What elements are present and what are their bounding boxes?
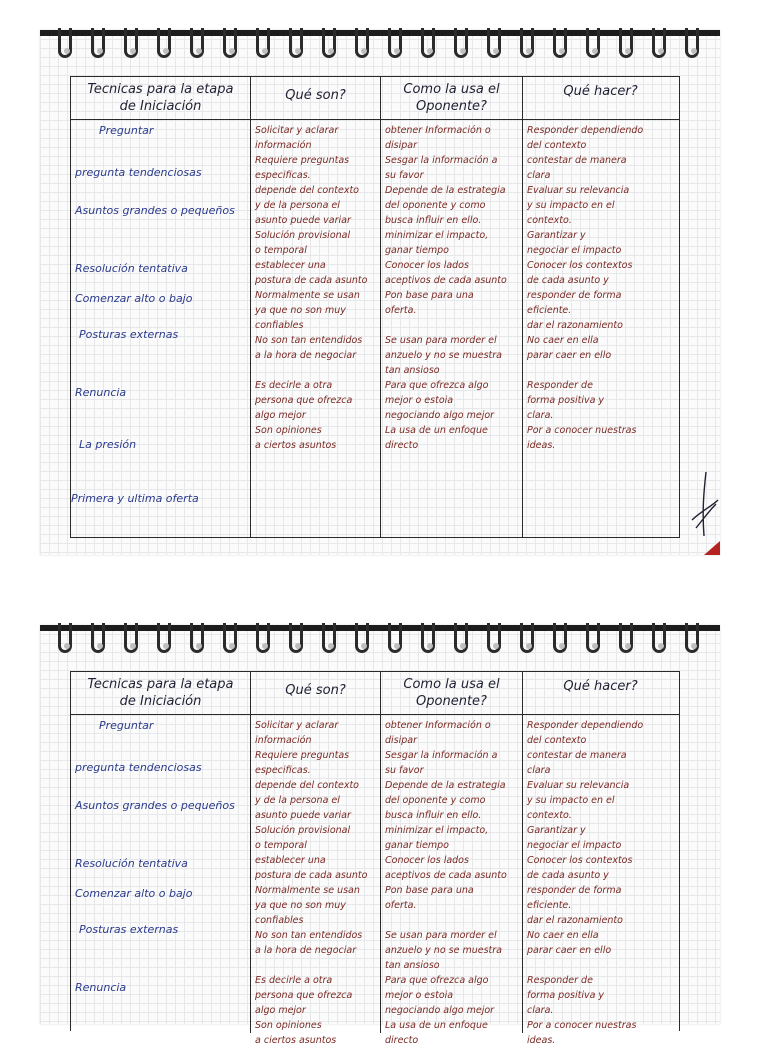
notebook-page-top [40,30,720,555]
header-que-hacer: Qué hacer? [563,679,638,694]
header-que-son: Qué son? [251,77,381,119]
header-que-hacer: Qué hacer? [563,84,638,99]
spiral-ring [586,28,600,58]
spiral-ring [520,623,534,653]
technique-item: pregunta tendenciosas [75,166,202,179]
technique-table [70,671,680,1046]
techniques-column [71,120,251,538]
que-son-column: Solicitar y aclarar información Requiere preguntas especificas. depende del contexto y de la persona el asunto puede variar Solución provisional o temporal establecer una postura de cada asunto Normalmente se usan ya que no son muy confiables No son tan entendidos a la hora de negociar Es decirle a otra persona que ofrezca algo mejor Son opiniones a ciertos asuntos [251,120,381,538]
header-tecnicas: Tecnicas para la etapa de Iniciación [71,77,251,119]
spiral-binding [40,625,720,673]
spiral-ring [91,28,105,58]
spiral-ring [223,623,237,653]
technique-item: Renuncia [75,981,127,994]
signature-mark [690,470,720,540]
technique-item: Comenzar alto o bajo [75,292,193,305]
header-que-son: Qué son? [251,672,381,714]
spiral-ring [553,28,567,58]
spiral-ring [685,623,699,653]
spiral-ring [421,623,435,653]
page-corner-mark [704,541,720,555]
spiral-ring [652,28,666,58]
spiral-ring [322,28,336,58]
spiral-ring [256,28,270,58]
spiral-ring [652,623,666,653]
spiral-ring [58,623,72,653]
spiral-ring [91,623,105,653]
spiral-ring [487,623,501,653]
spiral-ring [124,28,138,58]
spiral-ring [256,623,270,653]
notebook-page-bottom [40,625,720,1046]
technique-item: La presión [79,438,137,451]
technique-item: Asuntos grandes o pequeños [75,799,235,812]
spiral-ring [190,28,204,58]
table-header-row [71,672,679,715]
technique-item: Posturas externas [79,923,179,936]
spiral-ring [157,28,171,58]
spiral-ring [157,623,171,653]
que-hacer-column: Responder dependiendo del contexto contestar de manera clara Evaluar su relevancia y su impacto en el contexto. Garantizar y negociar el impacto Conocer los contextos de cada asunto y responder de forma eficiente. dar el razonamiento No caer en ella parar caer en ello Responder de forma positiva y clara. Por a conocer nuestras ideas. [527,720,644,1046]
technique-item: Comenzar alto o bajo [75,887,193,900]
header-como: Como la usa el Oponente? [381,672,523,714]
como-column: obtener Información o disipar Sesgar la información a su favor Depende de la estrategia del oponente y como busca influir en ello. minimizar el impacto, ganar tiempo Conocer los lados aceptivos de cada asunto Pon base para una oferta. Se usan para morder el anzuelo y no se muestra tan ansioso Para que ofrezca algo mejor o estoia negociando algo mejor La usa de un enfoque directo [381,715,523,1033]
que-son-column: Solicitar y aclarar información Requiere preguntas especificas. depende del contexto y de la persona el asunto puede variar Solución provisional o temporal establecer una postura de cada asunto Normalmente se usan ya que no son muy confiables No son tan entendidos a la hora de negociar Es decirle a otra persona que ofrezca algo mejor Son opiniones a ciertos asuntos [251,715,381,1033]
table-body [71,715,679,1046]
spiral-ring [190,623,204,653]
technique-item: Asuntos grandes o pequeños [75,204,235,217]
spiral-ring [289,28,303,58]
techniques-column [71,715,251,1033]
como-column: obtener Información o disipar Sesgar la información a su favor Depende de la estrategia del oponente y como busca influir en ello. minimizar el impacto, ganar tiempo Conocer los lados aceptivos de cada asunto Pon base para una oferta. Se usan para morder el anzuelo y no se muestra tan ansioso Para que ofrezca algo mejor o estoia negociando algo mejor La usa de un enfoque directo [381,120,523,538]
spiral-ring [619,623,633,653]
technique-item: Primera y ultima oferta [71,492,199,505]
spiral-ring [454,623,468,653]
spiral-binding [40,30,720,78]
header-tecnicas: Tecnicas para la etapa de Iniciación [71,672,251,714]
technique-item: Resolución tentativa [75,262,188,275]
header-como: Como la usa el Oponente? [381,77,523,119]
spiral-ring [289,623,303,653]
technique-table [70,76,680,538]
spiral-ring [388,28,402,58]
spiral-ring [388,623,402,653]
spiral-ring [421,28,435,58]
spiral-ring [58,28,72,58]
table-body [71,120,679,538]
technique-item: pregunta tendenciosas [75,761,202,774]
spiral-ring [223,28,237,58]
spiral-ring [685,28,699,58]
spiral-ring [520,28,534,58]
spiral-ring [322,623,336,653]
spiral-ring [124,623,138,653]
spiral-ring [586,623,600,653]
spiral-ring [487,28,501,58]
spiral-ring [355,28,369,58]
spiral-ring [454,28,468,58]
technique-item: Resolución tentativa [75,857,188,870]
technique-item: Posturas externas [79,328,179,341]
table-header-row [71,77,679,120]
spiral-ring [355,623,369,653]
technique-item: Preguntar [99,124,154,137]
technique-item: Renuncia [75,386,127,399]
technique-item: Preguntar [99,719,154,732]
que-hacer-column: Responder dependiendo del contexto contestar de manera clara Evaluar su relevancia y su impacto en el contexto. Garantizar y negociar el impacto Conocer los contextos de cada asunto y responder de forma eficiente. dar el razonamiento No caer en ella parar caer en ello Responder de forma positiva y clara. Por a conocer nuestras ideas. [527,125,644,451]
spiral-ring [619,28,633,58]
spiral-ring [553,623,567,653]
